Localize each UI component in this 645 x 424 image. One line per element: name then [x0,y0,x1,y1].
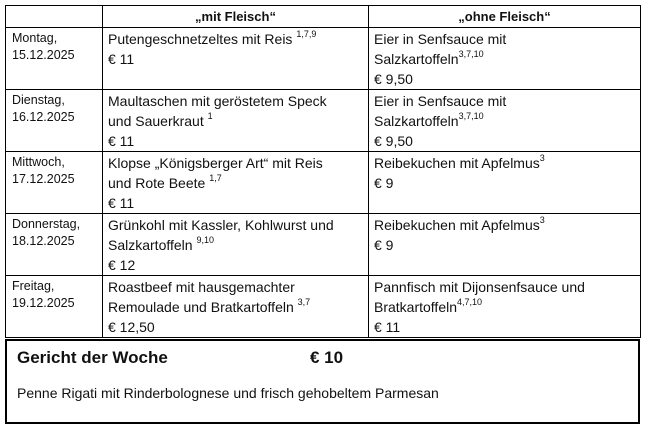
meat-allergens: 9,10 [196,235,214,246]
veg-allergens: 3 [539,215,545,226]
weekday: Mittwoch, [12,155,65,169]
veg-allergens: 3 [539,153,545,164]
veg-price: € 9,50 [374,71,413,87]
meat-price: € 12 [108,257,136,273]
date: 16.12.2025 [12,110,75,124]
date: 19.12.2025 [12,296,75,310]
weekday: Montag, [12,31,58,45]
veg-dish-text: Eier in Senfsauce mit [374,93,507,109]
veg-dish-line [374,111,636,131]
veg-allergens: 3,7,10 [458,49,484,60]
meat-dish-text: Remoulade und Bratkartoffeln [108,299,294,315]
veg-dish-line [374,29,636,49]
meat-dish-line [108,277,364,297]
veg-price: € 9 [374,175,394,191]
day-row [6,276,641,338]
veg-dish-line [374,153,636,173]
meat-dish-line [108,111,364,131]
veg-price: € 9,50 [374,133,413,149]
meat-dish-line [108,29,364,49]
meat-price: € 11 [108,51,135,67]
header-meat: „mit Fleisch“ [103,6,369,28]
day-cell [6,90,103,152]
menu-table [5,5,641,338]
meat-dish-cell [103,214,369,276]
day-row [6,152,641,214]
meat-price: € 12,50 [108,319,155,335]
meat-dish-cell [103,276,369,338]
meat-dish-cell [103,28,369,90]
veg-dish-line [374,297,636,317]
meat-dish-text: Salzkartoffeln [108,237,193,253]
meat-dish-line [108,235,364,255]
meat-dish-text: Grünkohl mit Kassler, Kohlwurst und [108,217,334,233]
veg-price: € 11 [374,319,401,335]
meat-dish-text: und Sauerkraut [108,113,204,129]
day-row [6,28,641,90]
day-row [6,214,641,276]
day-row [6,90,641,152]
meat-dish-line [108,91,364,111]
veg-dish-line [374,277,636,297]
veg-dish-line [374,91,636,111]
meat-allergens: 3,7 [297,297,311,308]
meat-dish-line [108,153,364,173]
veg-dish-text: Eier in Senfsauce mit [374,31,507,47]
veg-dish-text: Reibekuchen mit Apfelmus [374,217,540,233]
dish-of-the-week-box [5,339,640,424]
weekday: Freitag, [12,279,55,293]
veg-dish-text: Bratkartoffeln [374,299,458,315]
meat-dish-text: Roastbeef mit hausgemachter [108,279,295,295]
meat-dish-cell [103,152,369,214]
veg-dish-cell [369,90,641,152]
day-cell [6,276,103,338]
weekday: Dienstag, [12,93,65,107]
day-cell [6,152,103,214]
meat-dish-text: Putengeschnetzeltes mit Reis [108,31,293,47]
date: 15.12.2025 [12,48,75,62]
week-title: Gericht der Woche [17,348,168,367]
veg-dish-line [374,215,636,235]
veg-dish-text: Reibekuchen mit Apfelmus [374,155,540,171]
meat-dish-text: Klopse „Königsberger Art“ mit Reis [108,155,323,171]
veg-allergens: 3,7,10 [458,111,484,122]
veg-dish-text: Salzkartoffeln [374,113,459,129]
date: 18.12.2025 [12,234,75,248]
veg-dish-cell [369,276,641,338]
veg-dish-text: Pannfisch mit Dijonsenfsauce und [374,279,585,295]
day-cell [6,214,103,276]
veg-dish-cell [369,28,641,90]
day-cell [6,28,103,90]
meat-price: € 11 [108,133,135,149]
veg-allergens: 4,7,10 [457,297,483,308]
week-description: Penne Rigati mit Rinderbolognese und frisch gehobeltem Parmesan [17,385,439,401]
veg-dish-text: Salzkartoffeln [374,51,459,67]
week-price: € 10 [310,348,344,367]
veg-dish-line [374,49,636,69]
meat-dish-line [108,173,364,193]
header-row [6,6,641,28]
meat-dish-cell [103,90,369,152]
date: 17.12.2025 [12,172,75,186]
veg-dish-cell [369,214,641,276]
meat-allergens: 1 [207,111,213,122]
meat-dish-text: Maultaschen mit geröstetem Speck [108,93,327,109]
header-veg: „ohne Fleisch“ [369,6,641,28]
meat-dish-text: und Rote Beete [108,175,206,191]
meat-price: € 11 [108,195,135,211]
veg-price: € 9 [374,237,394,253]
meat-dish-line [108,297,364,317]
header-day [6,6,103,28]
meat-allergens: 1,7,9 [296,29,317,40]
meat-dish-line [108,215,364,235]
weekday: Donnerstag, [12,217,81,231]
meat-allergens: 1,7 [209,173,222,184]
veg-dish-cell [369,152,641,214]
